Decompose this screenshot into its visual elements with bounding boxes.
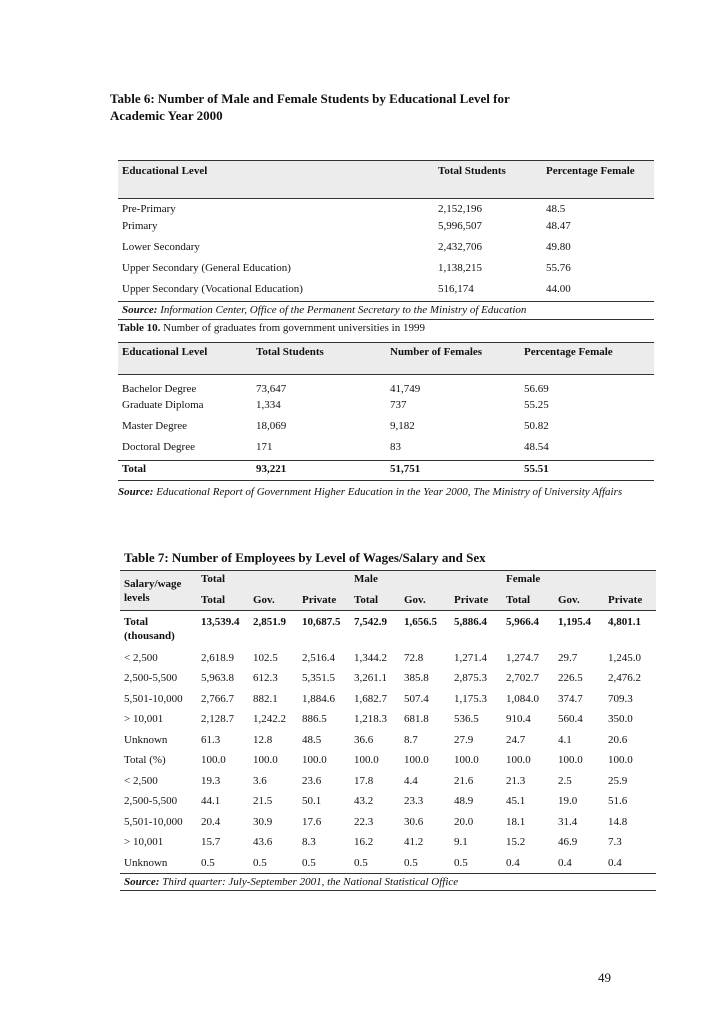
- table6-source-label: Source:: [122, 304, 158, 316]
- table7-cell: 36.6: [354, 733, 374, 746]
- table7-cell: 4.4: [404, 774, 418, 787]
- table7-cell: 100.0: [506, 754, 531, 766]
- table7-cell: 1,084.0: [506, 692, 539, 705]
- table6-source-row: [118, 302, 654, 320]
- table7-cell: 560.4: [558, 713, 583, 725]
- table7-cell: 50.1: [302, 795, 322, 807]
- table-row: [118, 375, 654, 399]
- table7-cell: 2,500-5,500: [124, 672, 178, 684]
- table7-source-row: [120, 873, 656, 890]
- table7-cell: 910.4: [506, 713, 531, 725]
- table6-cell: Lower Secondary: [122, 240, 200, 253]
- table10-source: [118, 486, 658, 499]
- table7-cell: 536.5: [454, 713, 479, 725]
- table-row: [120, 812, 656, 833]
- table7-cell: 22.3: [354, 815, 374, 828]
- table7-cell: 2.5: [558, 774, 572, 787]
- table7-cell: 507.4: [404, 692, 429, 705]
- table7-cell: 7,542.9: [354, 616, 387, 628]
- table10-caption-label: Table 10.: [118, 322, 161, 334]
- table7-cell: 23.6: [302, 774, 322, 787]
- table7-cell: 100.0: [253, 754, 278, 766]
- table7-cell: 9.1: [454, 836, 468, 848]
- table7-cell: 43.2: [354, 795, 374, 807]
- table-row: [120, 771, 656, 792]
- table6-cell: Pre-Primary: [122, 203, 176, 215]
- table7-cell: 45.1: [506, 795, 526, 807]
- table-row: [120, 832, 656, 853]
- table6-header-row: [118, 161, 654, 199]
- table7-cell: 4.1: [558, 733, 572, 746]
- table7-cell: 29.7: [558, 651, 578, 664]
- table7-cell: 1,344.2: [354, 651, 387, 664]
- table10-header-females: Number of Females: [390, 346, 483, 358]
- table7-cell: 0.5: [253, 856, 267, 869]
- table7: [120, 570, 656, 891]
- table7-source-text: Third quarter: July-September 2001, the National Statistical Office: [162, 875, 459, 888]
- table7-subheader: Gov.: [404, 593, 426, 606]
- table7-group-male: Male: [354, 573, 378, 585]
- table10-caption: [118, 322, 425, 334]
- table7-cell: 41.2: [404, 836, 424, 848]
- table7-cell: 15.7: [201, 836, 221, 848]
- table10-header-level: Educational Level: [122, 346, 208, 358]
- table7-cell: 2,500-5,500: [124, 795, 178, 807]
- table10-header-pct: Percentage Female: [524, 346, 613, 358]
- table10-cell: 171: [256, 440, 273, 453]
- table10-cell: Bachelor Degree: [122, 383, 197, 395]
- table7-cell: Total (%): [124, 754, 166, 766]
- table10-total-cell: Total: [122, 463, 147, 475]
- table7-cell: < 2,500: [124, 651, 158, 664]
- table7-cell: 709.3: [608, 692, 633, 705]
- table7-cell: 612.3: [253, 672, 278, 684]
- table6-cell: 1,138,215: [438, 261, 482, 274]
- table7-cell: 46.9: [558, 836, 578, 848]
- table7-subheader: Total: [354, 593, 379, 606]
- table7-cell: 1,245.0: [608, 651, 641, 664]
- table7-cell: 100.0: [558, 754, 583, 766]
- table7-cell: 5,963.8: [201, 672, 234, 684]
- table6-cell: 49.80: [546, 240, 571, 253]
- table7-cell: 0.5: [454, 856, 468, 869]
- table7-cell: Unknown: [124, 856, 168, 869]
- table7-body: [120, 648, 656, 874]
- table-row: [120, 689, 656, 710]
- table10-cell: Doctoral Degree: [122, 440, 195, 453]
- table7-subheader-row: [120, 589, 656, 611]
- table7-group-total: Total: [201, 573, 226, 585]
- table7-cell: 1,271.4: [454, 651, 487, 664]
- table7-cell: 2,851.9: [253, 616, 286, 628]
- table6-cell: Primary: [122, 219, 158, 232]
- table7-cell: 102.5: [253, 651, 278, 664]
- table10-cell: Graduate Diploma: [122, 398, 204, 411]
- table6-cell: 5,996,507: [438, 219, 482, 232]
- table7-cell: 4,801.1: [608, 616, 641, 628]
- table7-cell: 31.4: [558, 815, 578, 828]
- table-row: [118, 241, 654, 262]
- table7-cell: 5,501-10,000: [124, 815, 183, 828]
- table7-cell: 20.0: [454, 815, 474, 828]
- table7-cell: > 10,001: [124, 713, 164, 725]
- table7-cell: 1,274.7: [506, 651, 539, 664]
- table7-cell: 19.0: [558, 795, 578, 807]
- table10-total-row: [118, 461, 654, 481]
- table6-cell: Upper Secondary (General Education): [122, 261, 291, 274]
- table-row: [120, 709, 656, 730]
- table-row: [120, 668, 656, 689]
- table7-cell: 8.3: [302, 836, 316, 848]
- table7-cell: 100.0: [201, 754, 226, 766]
- table7-cell: 2,476.2: [608, 672, 641, 684]
- table10-source-label: Source:: [118, 486, 154, 498]
- table10-cell: Master Degree: [122, 419, 188, 432]
- table7-cell: 5,966.4: [506, 616, 539, 628]
- table7-cell: 30.6: [404, 815, 424, 828]
- table6-title-line1: Table 6: Number of Male and Female Students by Educational Level for: [110, 91, 510, 106]
- table10-cell: 737: [390, 398, 407, 411]
- table7-cell: 48.5: [302, 733, 322, 746]
- table7-cell: 17.8: [354, 774, 374, 787]
- table7-cell: 681.8: [404, 713, 429, 725]
- table7-cell: 385.8: [404, 672, 429, 684]
- table7-cell: > 10,001: [124, 836, 164, 848]
- table-row: [120, 648, 656, 669]
- table7-subheader: Gov.: [253, 593, 275, 606]
- table7-source-label: Source:: [124, 875, 160, 888]
- table7-total-row: [120, 611, 656, 648]
- table6-source-text: Information Center, Office of the Permanent Secretary to the Ministry of Education: [160, 304, 527, 316]
- table7-cell: 13,539.4: [201, 616, 240, 628]
- table7-cell: 3.6: [253, 774, 267, 787]
- table7-cell: 882.1: [253, 692, 278, 705]
- table7-cell: 21.6: [454, 774, 474, 787]
- table7-cell: 5,351.5: [302, 672, 335, 684]
- table7-cell: 1,175.3: [454, 692, 487, 705]
- table7-cell: 100.0: [404, 754, 429, 766]
- table7-cell: 2,766.7: [201, 692, 234, 705]
- table7-cell: 0.5: [354, 856, 368, 869]
- table10-cell: 48.54: [524, 440, 549, 453]
- table10-caption-text: Number of graduates from government universities in 1999: [163, 322, 425, 334]
- table6-cell: Upper Secondary (Vocational Education): [122, 282, 303, 295]
- table7-cell: 61.3: [201, 733, 221, 746]
- table7-cell: 43.6: [253, 836, 273, 848]
- table7-cell: 0.5: [201, 856, 215, 869]
- table10-cell: 83: [390, 440, 401, 453]
- table7-cell: 20.4: [201, 815, 221, 828]
- table10-source-text: Educational Report of Government Higher Education in the Year 2000, The Ministry of University Affairs: [156, 486, 623, 498]
- table7-cell: 8.7: [404, 733, 418, 746]
- table7-cell: < 2,500: [124, 774, 158, 787]
- table10-cell: 50.82: [524, 419, 549, 432]
- table7-cell: 2,128.7: [201, 713, 234, 725]
- table6: [118, 160, 654, 320]
- table7-cell: 0.5: [404, 856, 418, 869]
- table7-cell: 374.7: [558, 692, 583, 705]
- table7-cell: 23.3: [404, 795, 424, 807]
- table7-cell: 3,261.1: [354, 672, 387, 684]
- table7-cell: 0.5: [302, 856, 316, 869]
- table7-cell: 7.3: [608, 836, 622, 848]
- table7-row-header: Salary/wage levels: [124, 578, 182, 604]
- table-row: [120, 730, 656, 751]
- table-row: [120, 853, 656, 874]
- table7-cell: 5,886.4: [454, 616, 487, 628]
- table7-cell: 5,501-10,000: [124, 692, 183, 705]
- table7-cell: Total (thousand): [124, 616, 175, 642]
- table6-cell: 44.00: [546, 282, 571, 295]
- table7-cell: 48.9: [454, 795, 474, 807]
- table7-cell: 886.5: [302, 713, 327, 725]
- table7-cell: 72.8: [404, 651, 424, 664]
- table10-cell: 73,647: [256, 383, 287, 395]
- table7-cell: 30.9: [253, 815, 273, 828]
- table6-cell: 48.5: [546, 203, 566, 215]
- table10-cell: 56.69: [524, 383, 549, 395]
- table-row: [118, 262, 654, 283]
- table7-cell: 350.0: [608, 713, 633, 725]
- table7-subheader: Private: [302, 593, 337, 606]
- table7-cell: 0.4: [558, 856, 572, 869]
- table6-header-female: Percentage Female: [546, 165, 635, 177]
- table7-cell: 100.0: [608, 754, 633, 766]
- table7-cell: 226.5: [558, 672, 583, 684]
- table10: [118, 342, 654, 481]
- table-row: [118, 441, 654, 461]
- table10-header-total: Total Students: [256, 346, 324, 358]
- table6-header-total: Total Students: [438, 165, 506, 177]
- table10-cell: 55.25: [524, 398, 549, 411]
- table7-subheader: Total: [201, 593, 226, 606]
- table7-cell: 2,618.9: [201, 651, 234, 664]
- table7-subheader: Gov.: [558, 593, 580, 606]
- table7-cell: 21.5: [253, 795, 273, 807]
- table7-group-row: [120, 571, 656, 589]
- table7-cell: 17.6: [302, 815, 322, 828]
- table6-cell: 55.76: [546, 261, 571, 274]
- table7-source: [120, 873, 656, 890]
- page-number: 49: [598, 970, 611, 985]
- table6-title-line2: Academic Year 2000: [110, 108, 223, 123]
- table7-cell: 14.8: [608, 815, 628, 828]
- table10-total-cell: 55.51: [524, 463, 549, 475]
- table7-group-female: Female: [506, 573, 541, 585]
- table6-cell: 2,432,706: [438, 240, 482, 253]
- table7-cell: 100.0: [354, 754, 379, 766]
- table7-cell: 24.7: [506, 733, 526, 746]
- table10-cell: 9,182: [390, 419, 415, 432]
- table7-cell: 2,875.3: [454, 672, 487, 684]
- table7-subheader: Private: [608, 593, 643, 606]
- table7-cell: 0.4: [608, 856, 622, 869]
- table7-cell: 16.2: [354, 836, 374, 848]
- table7-cell: 12.8: [253, 733, 273, 746]
- table-row: [118, 199, 654, 220]
- table7-cell: 2,516.4: [302, 651, 335, 664]
- table7-title: Table 7: Number of Employees by Level of Wages/Salary and Sex: [124, 550, 486, 565]
- table7-cell: 27.9: [454, 733, 474, 746]
- table7-cell: 18.1: [506, 815, 526, 828]
- table7-cell: 1,884.6: [302, 692, 335, 705]
- table7-cell: Unknown: [124, 733, 168, 746]
- table7-cell: 20.6: [608, 733, 628, 746]
- table-row: [120, 750, 656, 771]
- table7-cell: 1,218.3: [354, 713, 387, 725]
- table10-header-row: [118, 343, 654, 375]
- table-row: [118, 399, 654, 420]
- table7-cell: 0.4: [506, 856, 520, 869]
- table7-cell: 25.9: [608, 774, 628, 787]
- table10-cell: 1,334: [256, 398, 281, 411]
- table7-cell: 1,682.7: [354, 692, 387, 705]
- table10-total-cell: 51,751: [390, 463, 421, 475]
- table7-cell: 100.0: [302, 754, 327, 766]
- table10-cell: 41,749: [390, 383, 421, 395]
- table7-cell: 100.0: [454, 754, 479, 766]
- table-row: [118, 283, 654, 302]
- table7-cell: 19.3: [201, 774, 221, 787]
- table-row: [120, 791, 656, 812]
- table6-header-level: Educational Level: [122, 165, 208, 177]
- table6-source: [118, 302, 654, 320]
- table7-cell: 2,702.7: [506, 672, 539, 684]
- table-row: [118, 420, 654, 441]
- table7-cell: 15.2: [506, 836, 526, 848]
- table10-total-cell: 93,221: [256, 463, 287, 475]
- table7-subheader: Private: [454, 593, 489, 606]
- table6-cell: 48.47: [546, 219, 571, 232]
- table7-cell: 1,195.4: [558, 616, 591, 628]
- table6-cell: 516,174: [438, 282, 474, 295]
- table7-cell: 1,656.5: [404, 616, 437, 628]
- table7-cell: 1,242.2: [253, 713, 286, 725]
- table7-cell: 21.3: [506, 774, 526, 787]
- table6-cell: 2,152,196: [438, 203, 482, 215]
- table10-cell: 18,069: [256, 419, 287, 432]
- table7-cell: 10,687.5: [302, 616, 341, 628]
- table-row: [118, 220, 654, 241]
- table7-cell: 51.6: [608, 795, 628, 807]
- table7-subheader: Total: [506, 593, 531, 606]
- table6-title: [110, 90, 590, 124]
- table7-cell: 44.1: [201, 795, 221, 807]
